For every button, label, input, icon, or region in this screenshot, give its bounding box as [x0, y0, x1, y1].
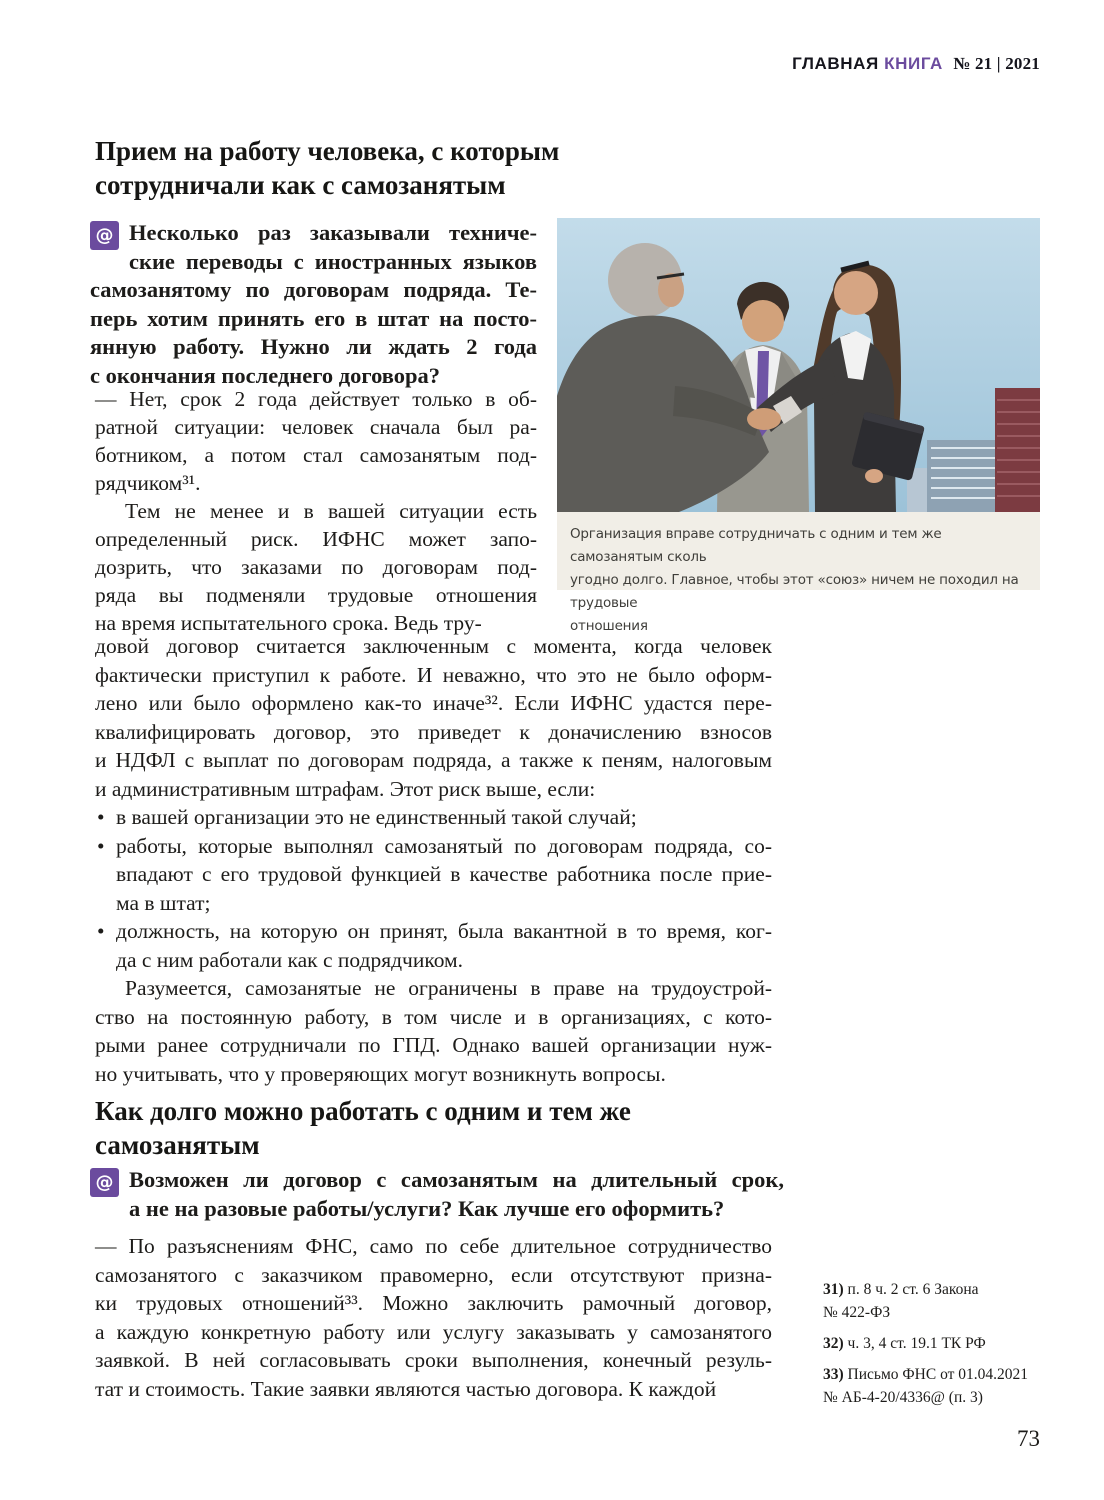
paragraph-risk: довой договор считается заключенным с момента, когда человек фактически приступил к работе. И неважно, что это не было оформ- лено или было оформлено как-то иначе³². Если ИФНС удастся пере- квалифицировать договор, это приведет к доначислению взносов и НДФЛ с выплат по договорам подряда, а также к пеням, налоговым и административным штрафам. Этот риск выше, если:	[95, 634, 772, 801]
photo-caption: Организация вправе сотрудничать с одним и тем же самозанятым сколь угодно долго. Главное, чтобы этот «союз» ничем не походил на трудовые отношения	[557, 512, 1040, 590]
paragraph-closing: Разумеется, самозанятые не ограничены в праве на трудоустрой- ство на постоянную работу, в том числе и в организациях, с кото- рыми ранее сотрудничали по ГПД. Однако вашей организации нуж- но учитывать, что у проверяющих могут возникнуть вопросы.	[95, 976, 772, 1086]
footnotes	[823, 1278, 1051, 1417]
answer-2-paragraph: — По разъяснениям ФНС, само по себе длительное сотрудничество самозанятого с заказчиком правомерно, если отсутствуют призна- ки трудовых отношений³³. Можно заключить рамочный договор, а каждую конкретную работу или услугу заказывать у самозанятого заявкой. В ней согласовывать сроки выполнения, конечный резуль- тат и стоимость. Такие заявки являются частью договора. К каждой	[95, 1234, 772, 1401]
section-2-title: Как долго можно работать с одним и тем же самозанятым	[95, 1096, 631, 1160]
handshake-illustration	[557, 218, 1040, 512]
at-icon: @	[90, 221, 119, 250]
question-2: @ Возможен ли договор с самозанятым на длительный срок, а не на разовые работы/услуги? Как лучше его оформить?	[90, 1166, 784, 1223]
brand-kniga: КНИГА	[884, 54, 943, 73]
footnote: 32) ч. 3, 4 ст. 19.1 ТК РФ	[823, 1335, 986, 1352]
page-number: 73	[1017, 1426, 1040, 1451]
list-item: • работы, которые выполнял самозанятый по договорам подряда, со- впадают с его трудовой функцией в качестве работника после прие- ма в штат;	[95, 832, 772, 918]
at-icon: @	[90, 1168, 119, 1197]
page-header	[792, 54, 1040, 74]
list-item: • в вашей организации это не единственный такой случай;	[95, 803, 772, 832]
answer-1-paragraph-2: Тем не менее и в вашей ситуации есть определенный риск. ИФНС может запо- дозрить, что заказами по договорам под- ряда вы подменяли трудовые отношения на время испытательного срока. Ведь тру-	[95, 499, 537, 635]
footnote: 33) Письмо ФНС от 01.04.2021 № АБ-4-20/4336@ (п. 3)	[823, 1366, 1029, 1406]
article-title: Прием на работу человека, с которым сотрудничали как с самозанятым	[95, 136, 560, 200]
footnote: 31) п. 8 ч. 2 ст. 6 Закона № 422-ФЗ	[823, 1281, 979, 1321]
risk-bullet-list	[95, 803, 772, 974]
brand-glavnaya: ГЛАВНАЯ	[792, 54, 879, 73]
photo-business-handshake	[557, 218, 1040, 512]
list-item: • должность, на которую он принят, была вакантной в то время, ког- да с ним работали как с подрядчиком.	[95, 917, 772, 974]
question-1: @ Несколько раз заказывали техниче- ские переводы с иностранных языков самозанятому по договорам подряда. Те- перь хотим принять его в штат на посто- янную работу. Нужно ли ждать 2 года с окончания последнего договора?	[90, 220, 537, 388]
answer-1-paragraph-1: — Нет, срок 2 года действует только в об- ратной ситуации: человек сначала был ра- ботником, а потом стал самозанятым под- рядчиком³¹.	[95, 387, 537, 495]
issue-number: № 21 | 2021	[953, 54, 1040, 73]
